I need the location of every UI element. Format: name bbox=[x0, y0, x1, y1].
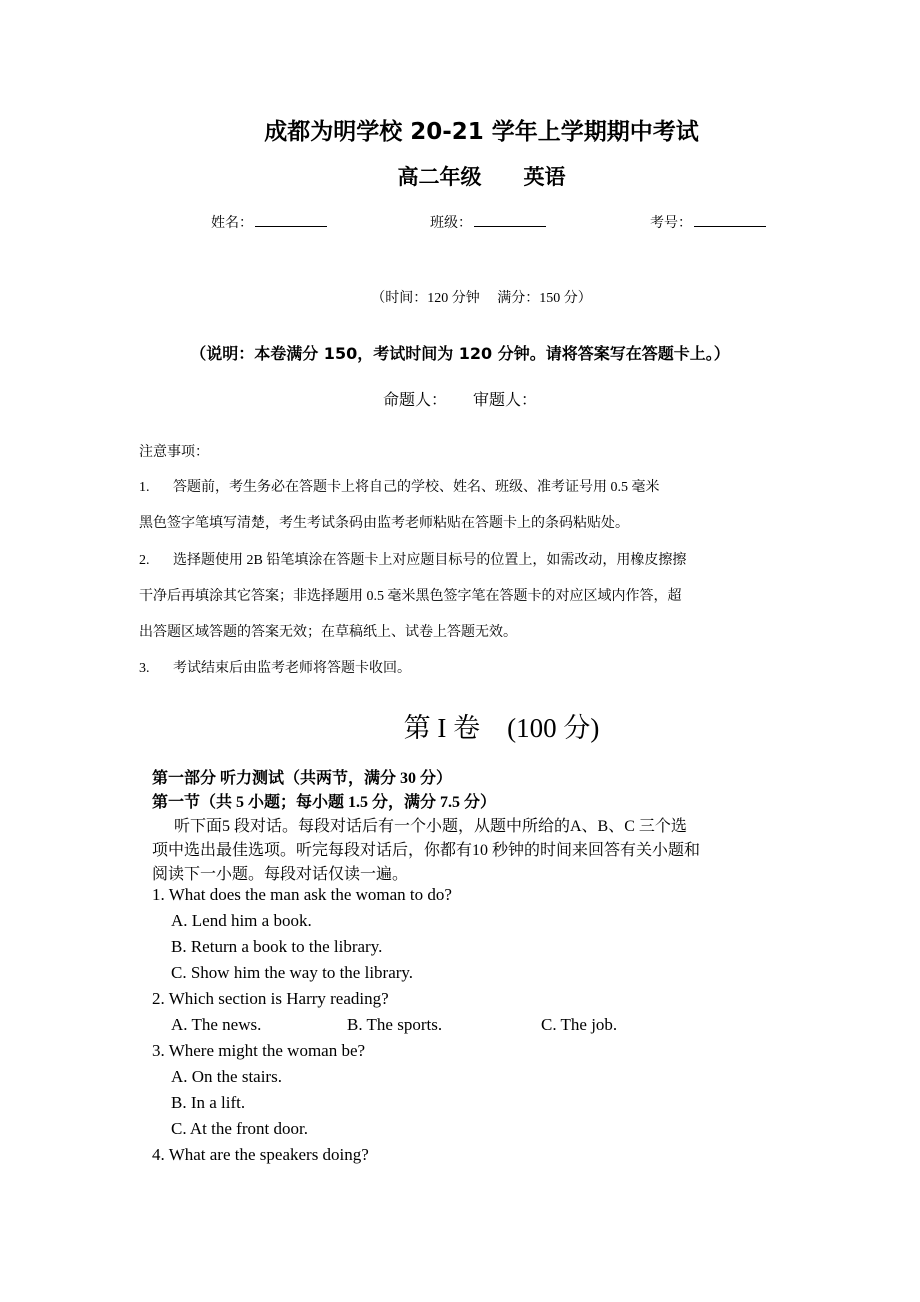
question-3: 3. Where might the woman be? bbox=[152, 1041, 366, 1060]
exam-number-field bbox=[650, 212, 766, 232]
note-item bbox=[139, 476, 660, 496]
question-3-option-c: C. At the front door. bbox=[171, 1119, 308, 1138]
name-field bbox=[211, 212, 327, 232]
authors-line bbox=[0, 387, 920, 410]
note-text: 出答题区域答题的答案无效；在草稿纸上、试卷上答题无效。 bbox=[139, 625, 517, 640]
exam-number-label: 考号： bbox=[650, 215, 692, 231]
name-label: 姓名： bbox=[211, 215, 253, 231]
question-1: 1. What does the man ask the woman to do? bbox=[152, 885, 452, 904]
note-item bbox=[139, 549, 686, 569]
question-4: 4. What are the speakers doing? bbox=[152, 1145, 369, 1164]
question-2-option-a: A. The news. bbox=[171, 1015, 262, 1034]
note-text: 选择题使用 2B 铅笔填涂在答题卡上对应题目标号的位置上，如需改动，用橡皮擦擦 bbox=[173, 553, 687, 568]
part-heading: 第一部分 听力测试（共两节，满分 30 分） bbox=[152, 770, 453, 787]
note-number: 2. bbox=[139, 553, 150, 568]
note-number: 3. bbox=[139, 661, 150, 676]
subsection-heading: 第一节（共 5 小题；每小题 1.5 分，满分 7.5 分） bbox=[152, 794, 497, 811]
directions-text: 听下面5 段对话。每段对话后有一个小题，从题中所给的A、B、C 三个选 bbox=[174, 818, 687, 835]
section-title: 第 I 卷 (100 分) bbox=[403, 713, 600, 743]
class-label: 班级： bbox=[430, 215, 472, 231]
question-1-option-b: B. Return a book to the library. bbox=[171, 937, 383, 956]
name-blank[interactable] bbox=[255, 212, 327, 227]
question-2-option-b: B. The sports. bbox=[347, 1015, 443, 1034]
note-text: 考试结束后由监考老师将答题卡收回。 bbox=[173, 661, 411, 676]
question-2-option-c: C. The job. bbox=[541, 1015, 618, 1034]
question-2: 2. Which section is Harry reading? bbox=[152, 989, 389, 1008]
question-3-option-b: B. In a lift. bbox=[171, 1093, 246, 1112]
setter-label: 命题人： bbox=[382, 392, 447, 409]
question-1-option-a: A. Lend him a book. bbox=[171, 911, 312, 930]
note-text: 干净后再填涂其它答案；非选择题用 0.5 毫米黑色签字笔在答题卡的对应区域内作答，超 bbox=[139, 589, 682, 604]
exam-number-blank[interactable] bbox=[694, 212, 766, 227]
class-field bbox=[430, 212, 546, 232]
instruction-note: （说明：本卷满分 150，考试时间为 120 分钟。请将答案写在答题卡上。） bbox=[190, 344, 730, 363]
directions-text: 项中选出最佳选项。听完每段对话后，你都有10 秒钟的时间来回答有关小题和 bbox=[152, 842, 701, 859]
note-number: 1. bbox=[139, 480, 150, 495]
time-info: （时间：120 分钟 满分：150 分） bbox=[371, 291, 592, 306]
reviewer-label: 审题人： bbox=[473, 392, 538, 409]
directions-text: 阅读下一小题。每段对话仅读一遍。 bbox=[152, 866, 409, 883]
exam-subtitle: 高二年级 英语 bbox=[397, 165, 566, 189]
note-item bbox=[139, 657, 411, 677]
class-blank[interactable] bbox=[474, 212, 546, 227]
note-text: 答题前，考生务必在答题卡上将自己的学校、姓名、班级、准考证号用 0.5 毫米 bbox=[173, 480, 660, 495]
question-3-option-a: A. On the stairs. bbox=[171, 1067, 282, 1086]
notes-title: 注意事项： bbox=[139, 445, 209, 460]
note-text: 黑色签字笔填写清楚，考生考试条码由监考老师粘贴在答题卡上的条码粘贴处。 bbox=[139, 516, 629, 531]
question-1-option-c: C. Show him the way to the library. bbox=[171, 963, 414, 982]
exam-title: 成都为明学校 20-21 学年上学期期中考试 bbox=[264, 119, 699, 145]
